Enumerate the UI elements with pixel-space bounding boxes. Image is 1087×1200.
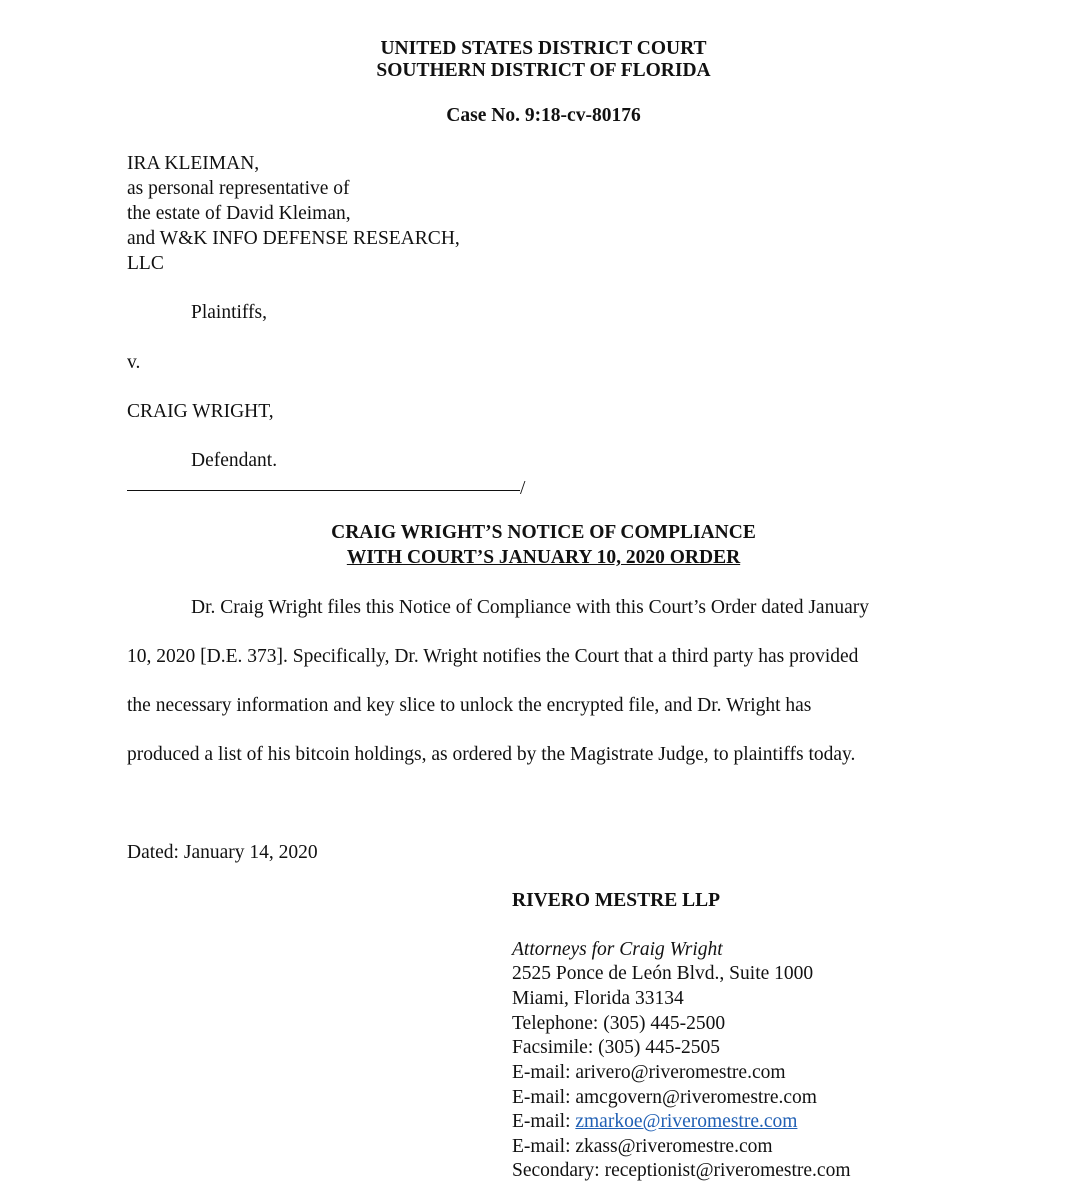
email-link[interactable]: zmarkoe@riveromestre.com bbox=[575, 1111, 798, 1132]
email-address: zkass@riveromestre.com bbox=[575, 1136, 773, 1157]
email-address: arivero@riveromestre.com bbox=[575, 1062, 786, 1083]
address-line-2: Miami, Florida 33134 bbox=[512, 988, 684, 1009]
plaintiff-line: and W&K INFO DEFENSE RESEARCH, bbox=[127, 228, 460, 249]
body-line: Dr. Craig Wright files this Notice of Compliance with this Court’s Order dated January bbox=[191, 597, 869, 618]
email-row bbox=[512, 1110, 797, 1135]
plaintiffs-label: Plaintiffs, bbox=[191, 302, 268, 323]
email-address: amcgovern@riveromestre.com bbox=[575, 1087, 817, 1108]
caption-divider bbox=[127, 490, 520, 491]
defendant-label: Defendant. bbox=[191, 450, 278, 471]
facsimile: Facsimile: (305) 445-2505 bbox=[512, 1037, 720, 1058]
notice-title: CRAIG WRIGHT’S NOTICE OF COMPLIANCE bbox=[331, 522, 756, 543]
notice-subtitle bbox=[0, 545, 1087, 570]
attorney-role: Attorneys for Craig Wright bbox=[512, 939, 723, 960]
defendant-name: CRAIG WRIGHT, bbox=[127, 401, 274, 422]
plaintiff-name: IRA KLEIMAN, bbox=[127, 153, 260, 174]
email-label: E-mail: bbox=[512, 1062, 571, 1083]
plaintiff-line: as personal representative of bbox=[127, 178, 350, 199]
body-line: produced a list of his bitcoin holdings, as ordered by the Magistrate Judge, to plaintiffs today. bbox=[127, 744, 856, 765]
case-number: Case No. 9:18-cv-80176 bbox=[446, 105, 641, 126]
notice-subtitle-text: WITH COURT’S JANUARY 10, 2020 ORDER bbox=[346, 547, 741, 568]
email-row bbox=[512, 1086, 817, 1111]
plaintiff-line: LLC bbox=[127, 253, 164, 274]
firm-name: RIVERO MESTRE LLP bbox=[512, 890, 721, 911]
email-row bbox=[512, 1135, 773, 1160]
email-label: E-mail: bbox=[512, 1111, 571, 1132]
court-district: SOUTHERN DISTRICT OF FLORIDA bbox=[376, 60, 711, 81]
email-label: E-mail: bbox=[512, 1087, 571, 1108]
dated-line: Dated: January 14, 2020 bbox=[127, 842, 318, 863]
address-line-1: 2525 Ponce de León Blvd., Suite 1000 bbox=[512, 963, 814, 984]
body-line: 10, 2020 [D.E. 373]. Specifically, Dr. Wright notifies the Court that a third party has provided bbox=[127, 646, 859, 667]
versus: v. bbox=[127, 352, 141, 373]
caption-slash: / bbox=[520, 478, 526, 499]
plaintiff-line: the estate of David Kleiman, bbox=[127, 203, 351, 224]
body-line: the necessary information and key slice to unlock the encrypted file, and Dr. Wright has bbox=[127, 695, 812, 716]
court-name: UNITED STATES DISTRICT COURT bbox=[380, 38, 707, 59]
email-label: E-mail: bbox=[512, 1136, 571, 1157]
email-row bbox=[512, 1061, 786, 1086]
telephone: Telephone: (305) 445-2500 bbox=[512, 1013, 726, 1034]
secondary-email: Secondary: receptionist@riveromestre.com bbox=[512, 1160, 851, 1181]
